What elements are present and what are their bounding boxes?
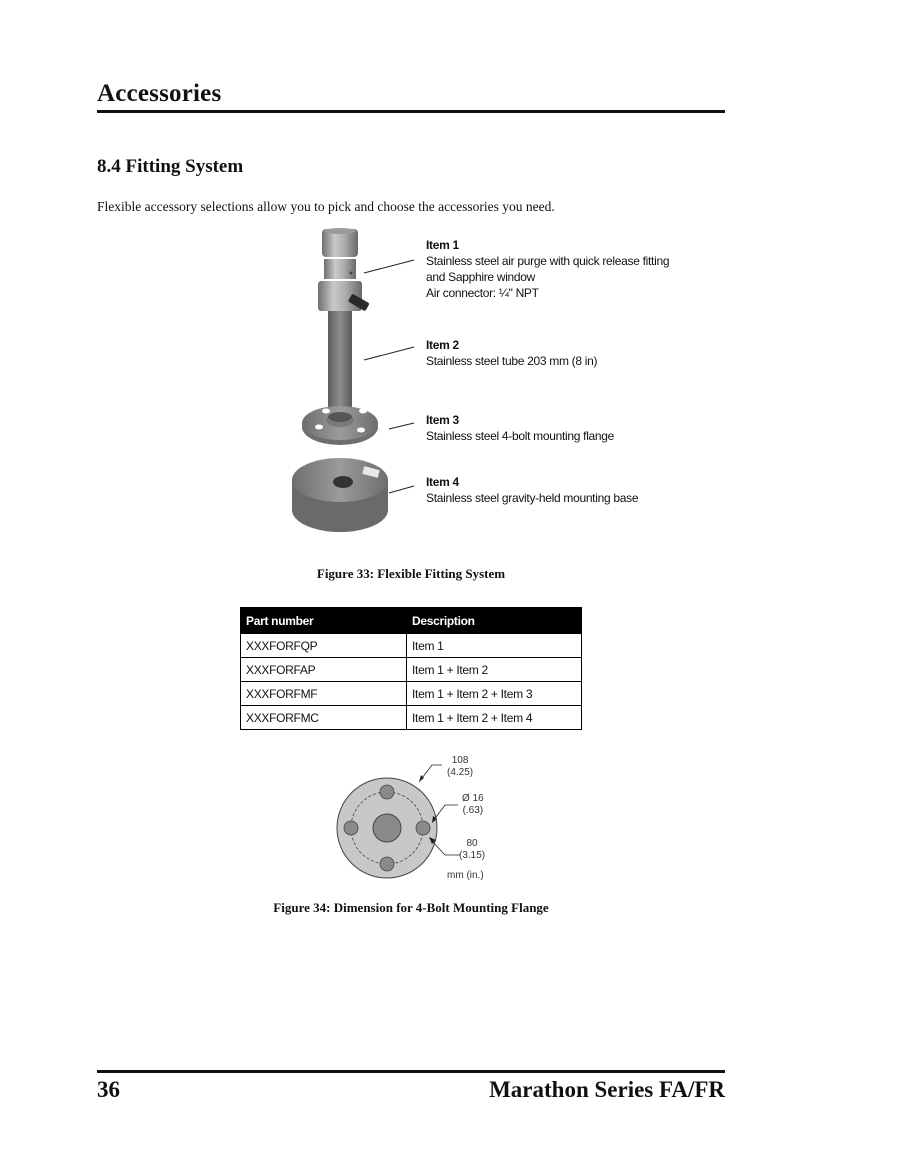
callout-text: Air connector: ¼" NPT	[426, 286, 539, 300]
description-cell: Item 1 + Item 2 + Item 3	[407, 682, 582, 706]
intro-paragraph: Flexible accessory selections allow you to pick and choose the accessories you need.	[97, 199, 555, 214]
header-rule	[97, 110, 725, 113]
figure-33-caption: Figure 33: Flexible Fitting System	[316, 566, 506, 581]
callout-text: Stainless steel gravity-held mounting base	[426, 491, 639, 505]
footer-rule	[97, 1070, 725, 1073]
dimension-bolt-circle-in: (3.15)	[459, 850, 486, 861]
section-title: 8.4 Fitting System	[97, 156, 244, 177]
table-row	[241, 682, 582, 706]
callout-text: Stainless steel tube 203 mm (8 in)	[426, 354, 598, 368]
figure-34-caption: Figure 34: Dimension for 4-Bolt Mounting Flange	[273, 900, 549, 915]
column-header-part-number: Part number	[241, 608, 407, 634]
dimension-outer-in: (4.25)	[447, 767, 474, 778]
dimension-units: mm (in.)	[447, 870, 484, 881]
callout-item-3	[426, 412, 614, 444]
parts-table	[240, 607, 582, 730]
dimension-bolt-circle-mm: 80	[466, 838, 478, 849]
callout-text: Stainless steel 4-bolt mounting flange	[426, 429, 615, 443]
callout-item-4	[426, 474, 638, 506]
callout-item-2	[426, 337, 597, 369]
description-cell: Item 1 + Item 2	[407, 658, 582, 682]
dimension-hole-in: (.63)	[462, 805, 484, 816]
table-header-row	[241, 608, 582, 634]
dimension-bolt-circle	[459, 838, 485, 862]
dimension-hole-mm: Ø 16	[462, 793, 484, 804]
part-number-cell: XXXFORFMF	[241, 682, 407, 706]
callout-label: Item 4	[426, 475, 459, 489]
chapter-title: Accessories	[97, 80, 222, 107]
table-row	[241, 634, 582, 658]
flange-dimension-drawing	[320, 745, 520, 890]
page-number: 36	[97, 1077, 120, 1102]
callout-text: and Sapphire window	[426, 270, 536, 284]
dimension-outer	[447, 755, 473, 779]
table-row	[241, 658, 582, 682]
part-number-cell: XXXFORFAP	[241, 658, 407, 682]
callout-text: Stainless steel air purge with quick release fitting	[426, 254, 670, 268]
table-row	[241, 706, 582, 730]
part-number-cell: XXXFORFQP	[241, 634, 407, 658]
dimension-hole	[462, 793, 484, 817]
callout-item-1	[426, 237, 669, 301]
dimension-outer-mm: 108	[451, 755, 469, 766]
part-number-cell: XXXFORFMC	[241, 706, 407, 730]
callout-label: Item 2	[426, 338, 459, 352]
callout-label: Item 1	[426, 238, 459, 252]
callout-label: Item 3	[426, 413, 459, 427]
callout-leader-lines	[360, 250, 420, 500]
document-title: Marathon Series FA/FR	[489, 1077, 725, 1102]
column-header-description: Description	[407, 608, 582, 634]
description-cell: Item 1 + Item 2 + Item 4	[407, 706, 582, 730]
description-cell: Item 1	[407, 634, 582, 658]
